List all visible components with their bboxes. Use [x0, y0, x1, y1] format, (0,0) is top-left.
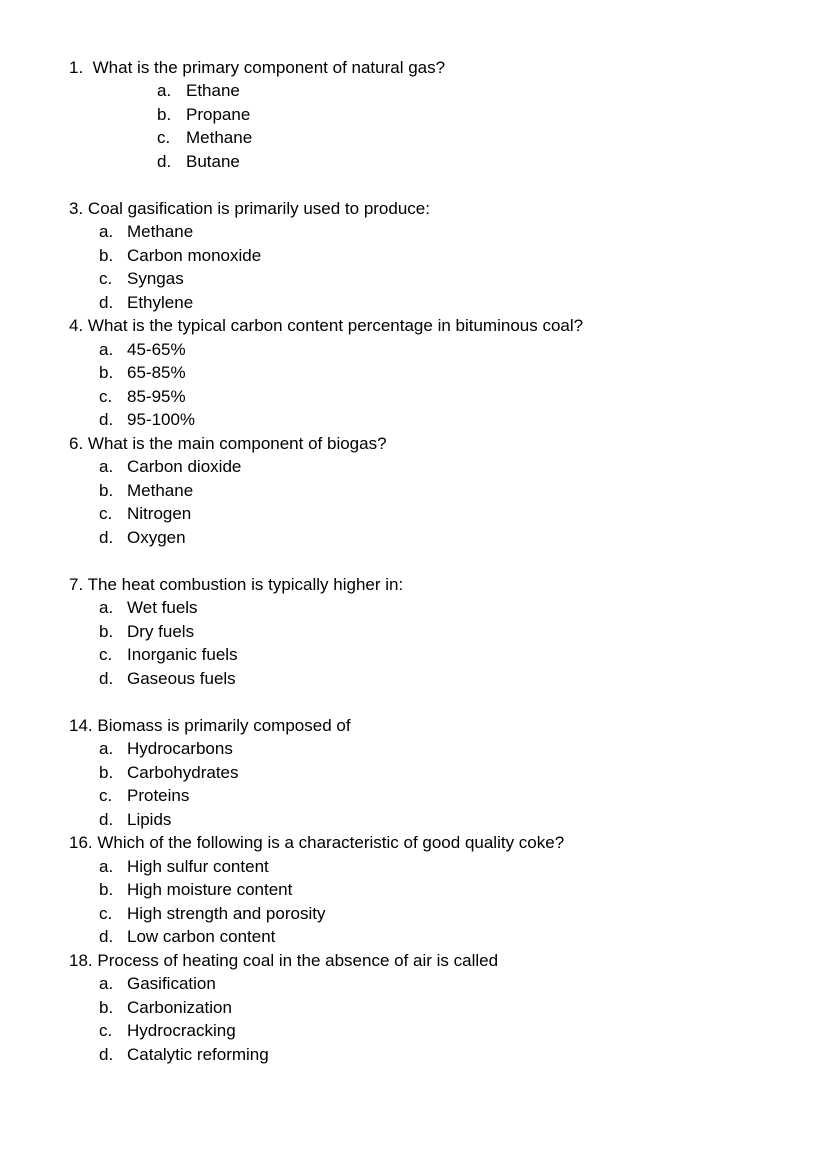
option-text: Inorganic fuels [127, 645, 238, 664]
option-letter: d. [99, 810, 114, 829]
question-number: 6. [69, 434, 84, 453]
option-letter: b. [99, 880, 114, 899]
option-text: Carbon monoxide [127, 246, 262, 265]
option-text: Propane [186, 105, 251, 124]
option-text: High sulfur content [127, 857, 269, 876]
option-letter: c. [99, 1021, 113, 1040]
option-text: 95-100% [127, 410, 196, 429]
option-text: 85-95% [127, 387, 186, 406]
option-text: Ethylene [127, 293, 194, 312]
option-text: Oxygen [127, 528, 186, 547]
question-number: 1. [69, 58, 84, 77]
question-number: 4. [69, 316, 84, 335]
option-text: Carbohydrates [127, 763, 239, 782]
question-number: 18. [69, 951, 93, 970]
option-letter: c. [99, 645, 113, 664]
question-18 [69, 951, 498, 971]
option-text: High strength and porosity [127, 904, 326, 923]
question-text: Process of heating coal in the absence of air is called [97, 951, 499, 970]
option-text: Butane [186, 152, 240, 171]
option-letter: d. [99, 669, 114, 688]
question-1 [69, 58, 445, 78]
option-text: 65-85% [127, 363, 186, 382]
option-text: Dry fuels [127, 622, 195, 641]
option-text: Carbonization [127, 998, 232, 1017]
option-letter: a. [99, 340, 114, 359]
option-text: Methane [127, 481, 194, 500]
question-7 [69, 575, 403, 595]
option-letter: b. [99, 246, 114, 265]
option-letter: a. [99, 222, 114, 241]
question-text: Coal gasification is primarily used to produce: [87, 199, 430, 218]
option-letter: a. [99, 457, 114, 476]
option-text: Methane [186, 128, 253, 147]
option-letter: b. [157, 105, 172, 124]
question-14 [69, 716, 351, 736]
option-text: Wet fuels [127, 598, 198, 617]
option-text: Carbon dioxide [127, 457, 242, 476]
option-letter: b. [99, 763, 114, 782]
option-letter: d. [99, 293, 114, 312]
option-text: Methane [127, 222, 194, 241]
question-4 [69, 316, 583, 336]
question-text: Biomass is primarily composed of [97, 716, 351, 735]
option-text: Syngas [127, 269, 184, 288]
option-letter: c. [99, 387, 113, 406]
option-text: Ethane [186, 81, 240, 100]
option-letter: d. [99, 1045, 114, 1064]
question-number: 14. [69, 716, 93, 735]
option-text: Nitrogen [127, 504, 192, 523]
option-letter: b. [99, 998, 114, 1017]
option-letter: b. [99, 622, 114, 641]
question-text: The heat combustion is typically higher in: [87, 575, 404, 594]
question-text: Which of the following is a characteristic of good quality coke? [97, 833, 565, 852]
question-6 [69, 434, 387, 454]
option-letter: c. [99, 269, 113, 288]
option-text: Hydrocracking [127, 1021, 236, 1040]
option-letter: b. [99, 363, 114, 382]
option-letter: d. [99, 410, 114, 429]
option-text: Gaseous fuels [127, 669, 236, 688]
option-text: Gasification [127, 974, 216, 993]
option-letter: a. [157, 81, 172, 100]
option-text: Proteins [127, 786, 190, 805]
option-letter: d. [99, 528, 114, 547]
option-text: Catalytic reforming [127, 1045, 269, 1064]
question-number: 3. [69, 199, 84, 218]
option-letter: c. [99, 904, 113, 923]
option-letter: c. [99, 504, 113, 523]
option-text: Hydrocarbons [127, 739, 233, 758]
option-text: 45-65% [127, 340, 186, 359]
option-letter: a. [99, 598, 114, 617]
question-number: 16. [69, 833, 93, 852]
option-letter: d. [99, 927, 114, 946]
option-letter: d. [157, 152, 172, 171]
option-letter: c. [157, 128, 171, 147]
option-text: Lipids [127, 810, 172, 829]
question-3 [69, 199, 430, 219]
question-number: 7. [69, 575, 84, 594]
option-letter: c. [99, 786, 113, 805]
option-text: High moisture content [127, 880, 293, 899]
question-text: What is the main component of biogas? [87, 434, 387, 453]
question-16 [69, 833, 564, 853]
option-letter: a. [99, 857, 114, 876]
option-letter: a. [99, 739, 114, 758]
question-text: What is the primary component of natural gas? [92, 58, 446, 77]
option-letter: b. [99, 481, 114, 500]
question-text: What is the typical carbon content percentage in bituminous coal? [87, 316, 584, 335]
option-text: Low carbon content [127, 927, 276, 946]
option-letter: a. [99, 974, 114, 993]
